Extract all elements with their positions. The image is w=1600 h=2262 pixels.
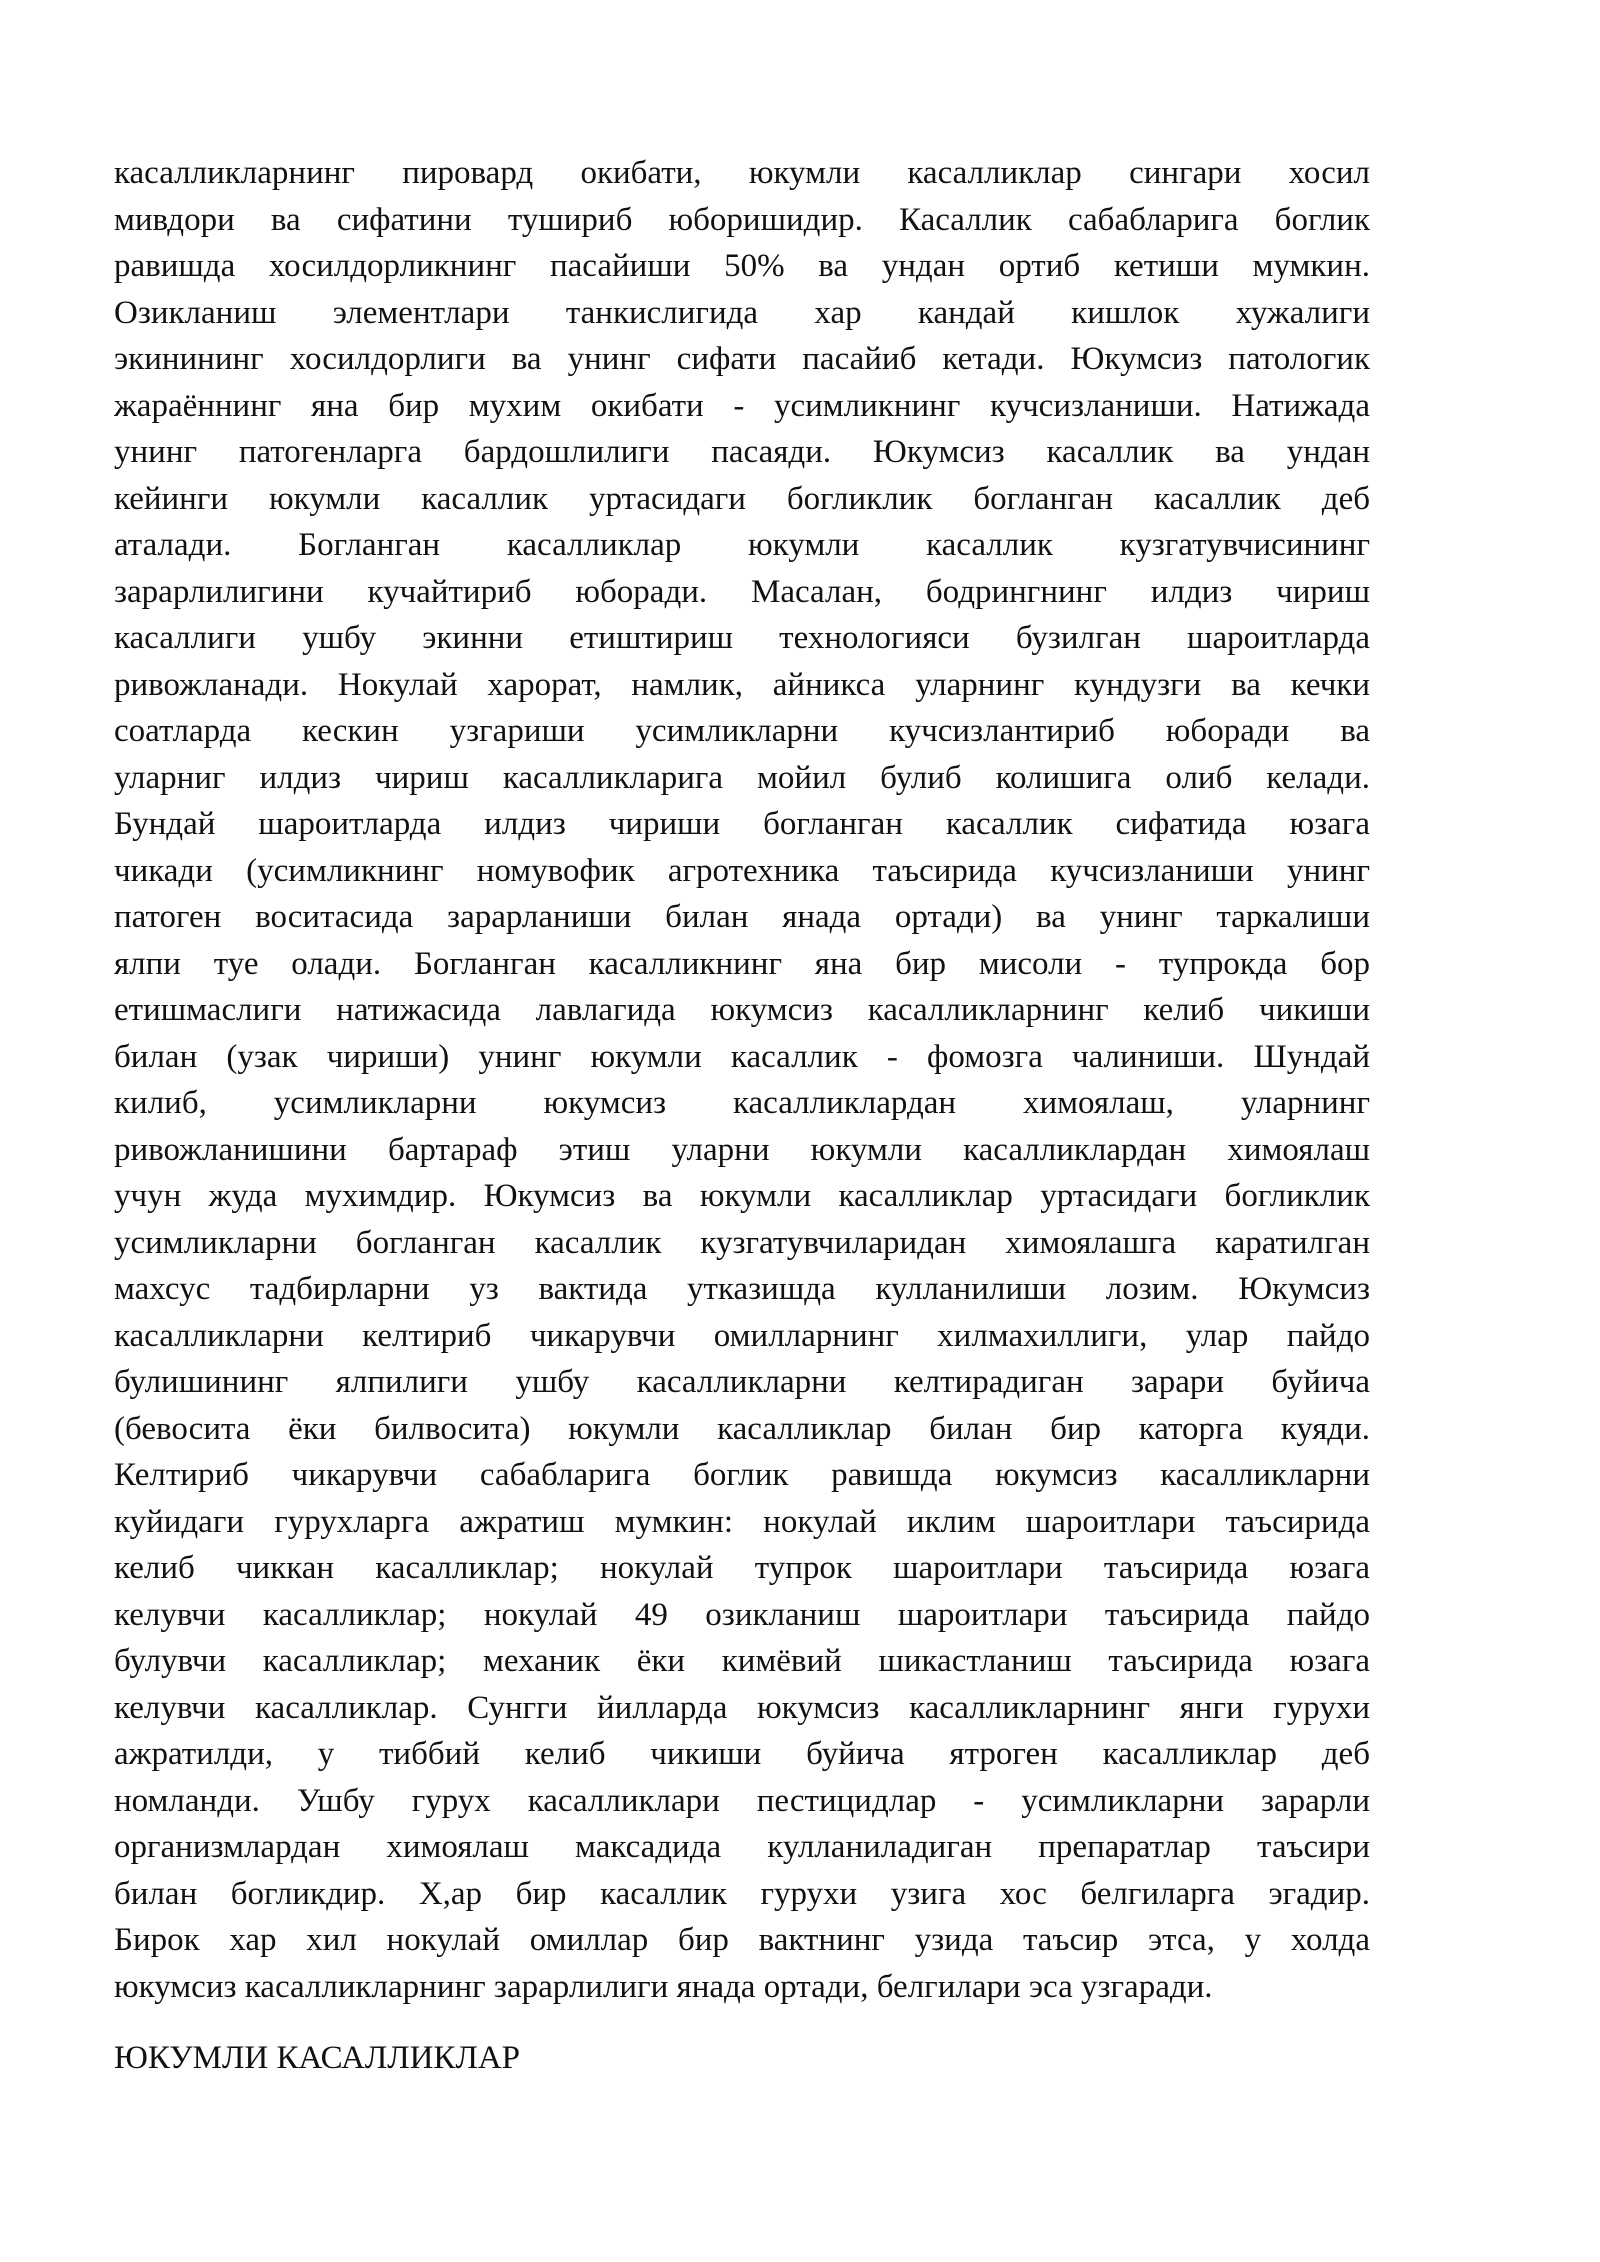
paragraph-line: ажратилди, у тиббий келиб чикиши буйича ятроген касалликлар деб <box>114 1736 1370 1772</box>
paragraph-line: (бевосита ёки билвосита) юкумли касалликлар билан бир каторга куяди. <box>114 1410 1370 1447</box>
paragraph-line: уларниг илдиз чириш касалликларига мойил булиб колишига олиб келади. <box>114 759 1370 796</box>
paragraph-line: зарарлилигини кучайтириб юборади. Масалан, бодрингнинг илдиз чириш <box>114 573 1370 610</box>
paragraph-line: ривожланишини бартараф этиш уларни юкумли касалликлардан химоялаш <box>114 1131 1370 1168</box>
paragraph-line: патоген воситасида зарарланиши билан янада ортади) ва унинг таркалиши <box>114 899 1370 935</box>
paragraph-line: ялпи туе олади. Богланган касалликнинг яна бир мисоли - тупрокда бор <box>114 945 1370 982</box>
paragraph-line: кейинги юкумли касаллик уртасидаги богликлик богланган касаллик деб <box>114 480 1370 517</box>
paragraph-line: куйидаги гурухларга ажратиш мумкин: нокулай иклим шароитлари таъсирида <box>114 1503 1370 1540</box>
paragraph-line: билан богликдир. Х,ар бир касаллик гурухи узига хос белгиларга эгадир. <box>114 1875 1370 1912</box>
paragraph-line: булишининг ялпилиги ушбу касалликларни келтирадиган зарари буйича <box>114 1364 1370 1400</box>
paragraph-line: келувчи касалликлар; нокулай 49 озикланиш шароитлари таъсирида пайдо <box>114 1596 1370 1633</box>
body-paragraph <box>114 150 1370 2010</box>
paragraph-line: номланди. Ушбу гурух касалликлари пестицидлар - усимликларни зарарли <box>114 1782 1370 1819</box>
paragraph-line: келувчи касалликлар. Сунгги йилларда юкумсиз касалликларнинг янги гурухи <box>114 1689 1370 1726</box>
section-heading: ЮКУМЛИ КАСАЛЛИКЛАР <box>114 2040 521 2076</box>
paragraph-line: организмлардан химоялаш максадида кулланиладиган препаратлар таъсири <box>114 1829 1370 1865</box>
paragraph-line: касаллиги ушбу экинни етиштириш технологияси бузилган шароитларда <box>114 620 1370 656</box>
paragraph-line: ривожланади. Нокулай харорат, намлик, айникса уларнинг кундузги ва кечки <box>114 666 1370 703</box>
paragraph-line: билан (узак чириши) унинг юкумли касаллик - фомозга чалиниши. Шундай <box>114 1038 1370 1075</box>
paragraph-line: равишда хосилдорликнинг пасайиши 50% ва ундан ортиб кетиши мумкин. <box>114 248 1370 284</box>
paragraph-line: аталади. Богланган касалликлар юкумли касаллик кузгатувчисининг <box>114 527 1370 563</box>
paragraph-line: Келтириб чикарувчи сабабларига боглик равишда юкумсиз касалликларни <box>114 1457 1370 1493</box>
paragraph-line: килиб, усимликларни юкумсиз касалликлардан химоялаш, уларнинг <box>114 1085 1370 1121</box>
paragraph-line: унинг патогенларга бардошлилиги пасаяди. Юкумсиз касаллик ва ундан <box>114 434 1370 470</box>
paragraph-line: усимликларни богланган касаллик кузгатувчиларидан химоялашга каратилган <box>114 1224 1370 1261</box>
paragraph-line: махсус тадбирларни уз вактида утказишда кулланилиши лозим. Юкумсиз <box>114 1271 1370 1307</box>
paragraph-line: соатларда кескин узгариши усимликларни кучсизлантириб юборади ва <box>114 713 1370 749</box>
paragraph-line: Бирок хар хил нокулай омиллар бир вактнинг узида таъсир этса, у холда <box>114 1922 1370 1958</box>
paragraph-line: мивдори ва сифатини тушириб юборишидир. Касаллик сабабларига боглик <box>114 201 1370 238</box>
paragraph-line: чикади (усимликнинг номувофик агротехника таъсирида кучсизланиши унинг <box>114 852 1370 889</box>
paragraph-line: Бундай шароитларда илдиз чириши богланган касаллик сифатида юзага <box>114 806 1370 842</box>
paragraph-line: булувчи касалликлар; механик ёки кимёвий шикастланиш таъсирида юзага <box>114 1643 1370 1679</box>
paragraph-line: юкумсиз касалликларнинг зарарлилиги янада ортади, белгилари эса узгаради. <box>114 1968 1213 2005</box>
paragraph-line: жараённинг яна бир мухим окибати - усимликнинг кучсизланиши. Натижада <box>114 387 1370 424</box>
paragraph-line: келиб чиккан касалликлар; нокулай тупрок шароитлари таъсирида юзага <box>114 1550 1370 1586</box>
paragraph-line: касалликларни келтириб чикарувчи омилларнинг хилмахиллиги, улар пайдо <box>114 1317 1370 1354</box>
paragraph-line: етишмаслиги натижасида лавлагида юкумсиз касалликларнинг келиб чикиши <box>114 992 1370 1028</box>
paragraph-line: учун жуда мухимдир. Юкумсиз ва юкумли касалликлар уртасидаги богликлик <box>114 1178 1370 1214</box>
paragraph-line: Озикланиш элементлари танкислигида хар кандай кишлок хужалиги <box>114 294 1370 331</box>
paragraph-line: экинининг хосилдорлиги ва унинг сифати пасайиб кетади. Юкумсиз патологик <box>114 341 1370 377</box>
paragraph-line: касалликларнинг пировард окибати, юкумли касалликлар сингари хосил <box>114 155 1370 191</box>
